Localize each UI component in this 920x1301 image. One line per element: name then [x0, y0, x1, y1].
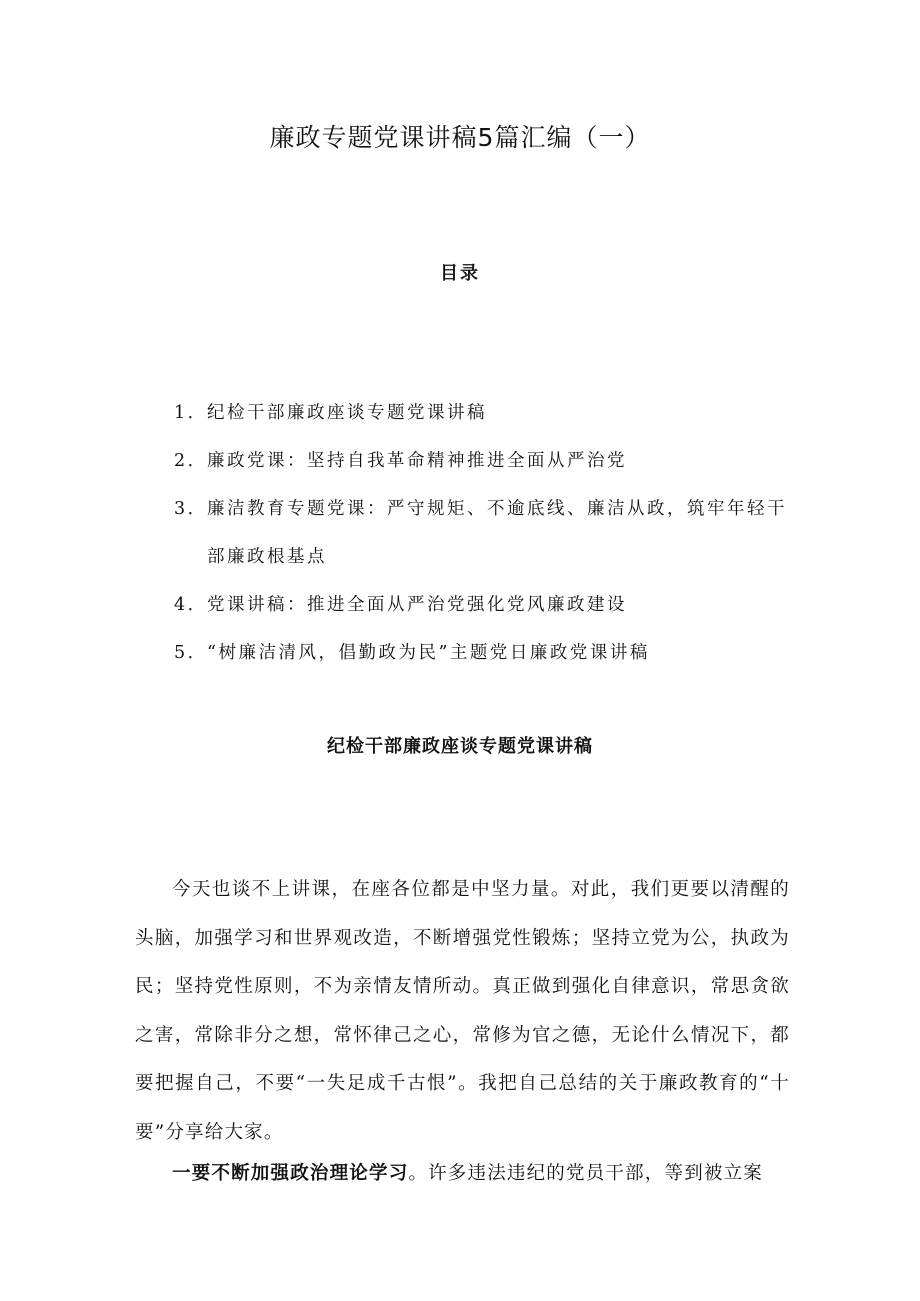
document-title: 廉政专题党课讲稿5篇汇编（一） [269, 123, 651, 152]
paragraph-rest: 。许多违法违纪的党员干部，等到被立案 [408, 1163, 764, 1184]
toc-item-number: 4． [174, 595, 208, 615]
toc-item-text: 廉洁教育专题党课：严守规矩、不逾底线、廉洁从政，筑牢年轻干部廉政根基点 [207, 499, 787, 567]
paragraph-lead-bold: 一要不断加强政治理论学习 [172, 1163, 409, 1184]
section-title: 纪检干部廉政座谈专题党课讲稿 [327, 736, 593, 757]
toc-item-4 [174, 581, 794, 629]
toc-item-text: “树廉洁清风，倡勤政为民”主题党日廉政党课讲稿 [207, 643, 650, 663]
toc-item-number: 3． [174, 499, 208, 519]
toc-item-3 [174, 485, 794, 581]
toc-item-2 [174, 437, 794, 485]
toc-item-number: 1． [174, 403, 208, 423]
toc-heading: 目录 [440, 263, 480, 284]
toc-item-5 [174, 629, 794, 677]
toc-item-text: 党课讲稿：推进全面从严治党强化党风廉政建设 [207, 595, 627, 615]
toc-item-1 [174, 389, 794, 437]
toc-item-number: 2． [174, 451, 208, 471]
body-paragraph-1: 今天也谈不上讲课，在座各位都是中坚力量。对此，我们更要以清醒的头脑，加强学习和世界观改造，不断增强党性锻炼；坚持立党为公，执政为民；坚持党性原则，不为亲情友情所动。真正做到强化自律意识，常思贪欲之害，常除非分之想，常怀律己之心，常修为官之德，无论什么情况下，都要把握自己，不要“一失足成千古恨”。我把自己总结的关于廉政教育的“十要”分享给大家。 [135, 879, 790, 1143]
toc-item-number: 5． [174, 643, 208, 663]
body-paragraph-2 [135, 1150, 790, 1199]
toc-item-text: 廉政党课：坚持自我革命精神推进全面从严治党 [207, 451, 627, 471]
toc-item-text: 纪检干部廉政座谈专题党课讲稿 [207, 403, 487, 423]
